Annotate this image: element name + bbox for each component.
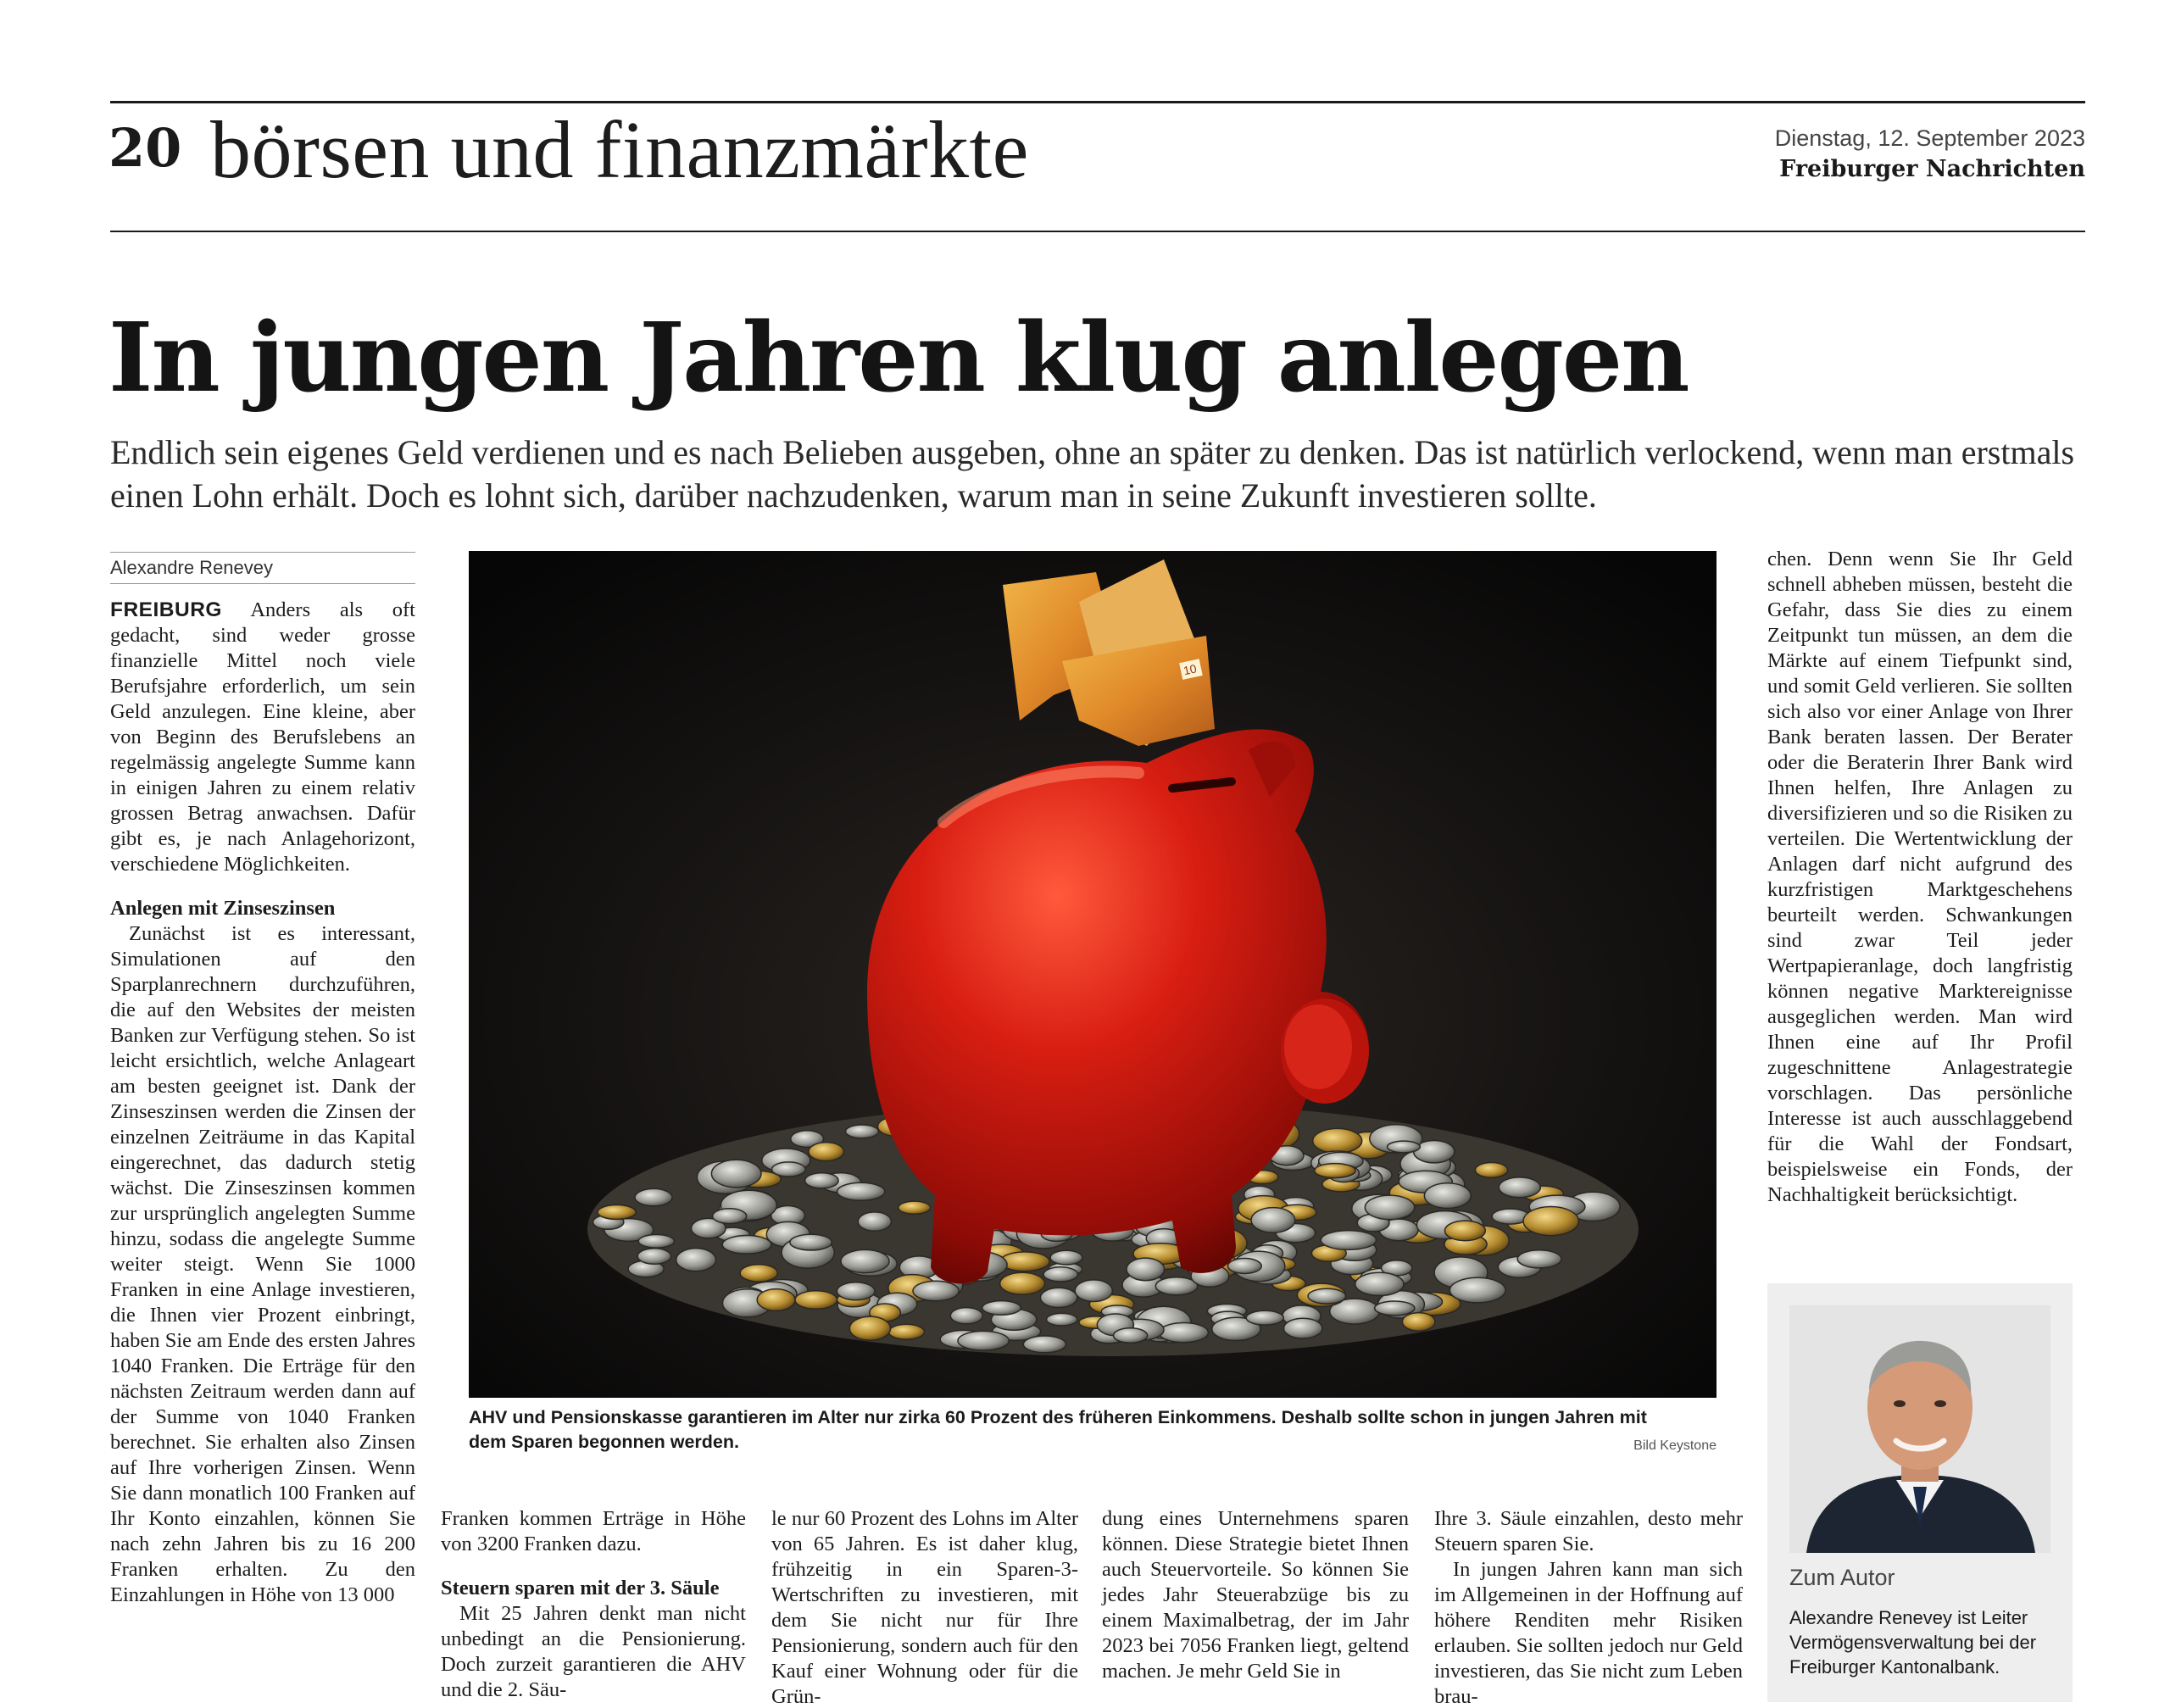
coin	[711, 1160, 761, 1188]
coin	[809, 1143, 844, 1161]
coin	[713, 1209, 747, 1224]
coin	[676, 1249, 716, 1271]
author-heading: Zum Autor	[1789, 1565, 1895, 1590]
paragraph-col4: dung eines Unternehmens sparen können. Diese Strategie bietet Ihnen auch Steuervorteile. So können Sie jedes Jahr Steuerabzüge bis zu einem Maximalbetrag, der im Jahr 2023 bei 7056 Franken liegt, geltend machen. Je mehr Geld Sie in	[1102, 1507, 1409, 1683]
coin	[1159, 1323, 1208, 1343]
subheading-zinseszinsen: Anlegen mit Zinseszinsen	[110, 897, 336, 920]
banknote-value: 10	[1182, 661, 1199, 678]
coin	[1445, 1221, 1486, 1241]
coin	[1246, 1310, 1283, 1325]
paragraph-right: chen. Denn wenn Sie Ihr Geld schnell abheben müssen, besteht die Gefahr, dass Sie dies zu einem Zeitpunkt tun müssen, an dem die Märkte auf einem Tiefpunkt sind, und somit Geld verlieren. Sie sollten sich also vor einer Anlage von Ihrer Bank beraten lassen. Der Berater oder die Beraterin Ihrer Bank wird Ihnen helfen, Ihre Anlagen zu diversifizieren und so die Risiken zu verteilen. Die Wertentwicklung der Anlagen darf nicht aufgrund des kurzfristigen Marktgeschehens beurteilt werden. Schwankungen sind zwar Teil jeder Wertpapieranlage, doch langfristig können negative Marktereignisse ausgeglichen werden. Man wird Ihnen eine auf Ihr Profil zugeschnittene Anlagestrategie vorschlagen. Das persönliche Interesse ist auch ausschlaggebend für die Wahl der Fondsart, beispielsweise ein Fonds, der Nachhaltigkeit berücksichtigt.	[1767, 548, 2073, 1206]
coin	[950, 1308, 982, 1324]
column-5	[1434, 1506, 1743, 1708]
subheading-3-saeule: Steuern sparen mit der 3. Säule	[441, 1577, 720, 1600]
coin	[888, 1324, 924, 1339]
coin	[849, 1316, 890, 1340]
article-lead: Endlich sein eigenes Geld verdienen und es nach Belieben ausgeben, ohne an später zu denken. Das ist natürlich verlockend, wenn man erstmals einen Lohn erhält. Doch es lohnt sich, darüber nachzudenken, warum man in seine Zukunft investieren sollte.	[110, 433, 2075, 515]
author-box	[1767, 1283, 2073, 1702]
coin	[598, 1205, 636, 1220]
author-portrait-image	[1789, 1305, 2050, 1553]
coin	[637, 1249, 670, 1265]
intro-paragraph	[110, 598, 415, 877]
coin	[1365, 1195, 1414, 1220]
column-2	[441, 1506, 746, 1703]
issue-date: Dienstag, 12. September 2023	[1774, 125, 2085, 151]
coin	[899, 1201, 931, 1214]
coin	[837, 1182, 885, 1200]
paragraph-col3: le nur 60 Prozent des Lohns im Alter von 65 Jahren. Es ist daher klug, frühzeitig in ein Sparen-3-Wertschriften zu investieren, mit dem Sie nicht nur für Ihre Pensionierung, sondern auch für den Kauf einer Wohnung oder für die Grün-	[771, 1507, 1078, 1708]
coin	[1517, 1250, 1561, 1268]
paragraph-col5-b: In jungen Jahren kann man sich im Allgemeinen in der Hoffnung auf höhere Renditen mehr Risiken erlauben. Sie sollten jedoch nur Geld investieren, das Sie nicht zum Leben brau-	[1434, 1558, 1743, 1708]
coin	[958, 1331, 1009, 1350]
coin	[1424, 1183, 1471, 1209]
coin	[1000, 1272, 1045, 1294]
paragraph-3-saeule: Mit 25 Jahren denkt man nicht unbedingt an die Pensionierung. Doch zurzeit garantieren die AHV und die 2. Säu-	[441, 1602, 746, 1701]
piggy-bank-image	[469, 551, 1717, 1398]
column-1	[110, 598, 415, 1608]
coin	[790, 1234, 832, 1250]
header-bottom-rule	[110, 231, 2085, 232]
coin	[837, 1282, 875, 1300]
coin	[757, 1289, 795, 1311]
coin	[635, 1188, 672, 1205]
coin	[638, 1235, 674, 1249]
coin	[1475, 1163, 1507, 1178]
coin	[841, 1249, 889, 1272]
coin	[1040, 1288, 1077, 1307]
coin	[1321, 1231, 1376, 1250]
author-portrait	[1789, 1305, 2050, 1553]
coin	[1308, 1288, 1346, 1304]
coin	[913, 1281, 959, 1300]
coin	[982, 1301, 1021, 1316]
article-photo	[469, 551, 1717, 1398]
coin	[772, 1162, 806, 1177]
coin	[1050, 1250, 1082, 1265]
coin	[805, 1173, 839, 1188]
paragraph-zinseszinsen: Zunächst ist es interessant, Simulationen auf den Sparplanrechnern durchzuführen, die auf den Websites der meisten Banken zur Verfügung stehen. So ist leicht ersichtlich, welche Anlageart am besten geeignet ist. Dank der Zinseszinsen werden die Zinsen der einzelnen Zeiträume in das Kapital eingerechnet, das dadurch stetig wächst. Die Zinseszinsen kommen zur ursprünglich angelegten Summe hinzu, sodass die angelegte Summe weiter steigt. Wenn Sie 1000 Franken in eine Anlage investieren, die Ihnen vier Prozent einbringt, haben Sie am Ende des ersten Jahres 1040 Franken. Die Erträge für den nächsten Zeitraum werden dann auf der Summe von 1040 Franken berechnet. Sie erhalten also Zinsen auf Ihre vorherigen Zinsen. Wenn Sie dann monatlich 100 Franken auf Ihr Konto einzahlen, können Sie nach zehn Jahren bis zu 16 200 Franken erhalten. Zu den Einzahlungen in Höhe von 13 000	[110, 922, 415, 1606]
coin	[1023, 1336, 1066, 1353]
coin	[1355, 1272, 1404, 1295]
coin	[1313, 1128, 1362, 1153]
right-column	[1767, 547, 2073, 1208]
coin	[1315, 1164, 1355, 1178]
coin	[1449, 1277, 1505, 1303]
section-title: börsen und finanzmärkte	[210, 104, 1029, 195]
coin	[1388, 1141, 1421, 1153]
coin	[1043, 1267, 1077, 1282]
coin	[1075, 1280, 1112, 1302]
byline: Alexandre Renevey	[110, 555, 415, 584]
coin	[740, 1265, 777, 1282]
coin	[1047, 1313, 1077, 1326]
newspaper-name: Freiburger Nachrichten	[1779, 156, 2085, 182]
photo-caption: AHV und Pensionskasse garantieren im Alter nur zirka 60 Prozent des früheren Einkommens. Deshalb sollte schon in jungen Jahren mit dem Sparen begonnen werden.	[469, 1407, 1647, 1452]
coin	[1155, 1277, 1197, 1295]
intro-text: Anders als oft gedacht, sind weder grosse finanzielle Mittel noch viele Berufsjahre erforderlich, um sein Geld anzulegen. Eine kleine, aber von Beginn des Berufslebens an regelmässig angelegte Summe kann in einigen Jahren zu einem relativ grossen Betrag anwachsen. Dafür gibt es, je nach Anlagehorizont, verschiedene Möglichkeiten.	[110, 598, 415, 876]
coin	[1499, 1177, 1540, 1198]
column-3	[771, 1506, 1078, 1708]
coin	[1228, 1259, 1262, 1274]
coin	[1402, 1313, 1435, 1332]
paragraph-col5-a: Ihre 3. Säule einzahlen, desto mehr Steuern sparen Sie.	[1434, 1507, 1743, 1555]
coin	[1251, 1208, 1295, 1233]
photo-credit: Bild Keystone	[1633, 1438, 1717, 1453]
coin	[1523, 1207, 1578, 1236]
coin	[1284, 1318, 1322, 1338]
coin	[1000, 1252, 1049, 1271]
coin	[1127, 1258, 1165, 1281]
paragraph-continuation: Franken kommen Erträge in Höhe von 3200 Franken dazu.	[441, 1507, 746, 1555]
coin	[1375, 1301, 1415, 1316]
dateline: FREIBURG	[110, 598, 222, 621]
coin	[846, 1125, 879, 1138]
byline-top-rule	[110, 552, 415, 553]
coin	[722, 1236, 771, 1255]
author-description: Alexandre Renevey ist Leiter Vermögensverwaltung bei der Freiburger Kantonalbank.	[1789, 1607, 2037, 1677]
page-number: 20	[108, 117, 182, 179]
coin	[1114, 1328, 1148, 1344]
coin	[858, 1212, 891, 1231]
coin	[795, 1291, 837, 1310]
article-headline: In jungen Jahren klug anlegen	[108, 303, 1689, 414]
column-4	[1102, 1506, 1409, 1684]
